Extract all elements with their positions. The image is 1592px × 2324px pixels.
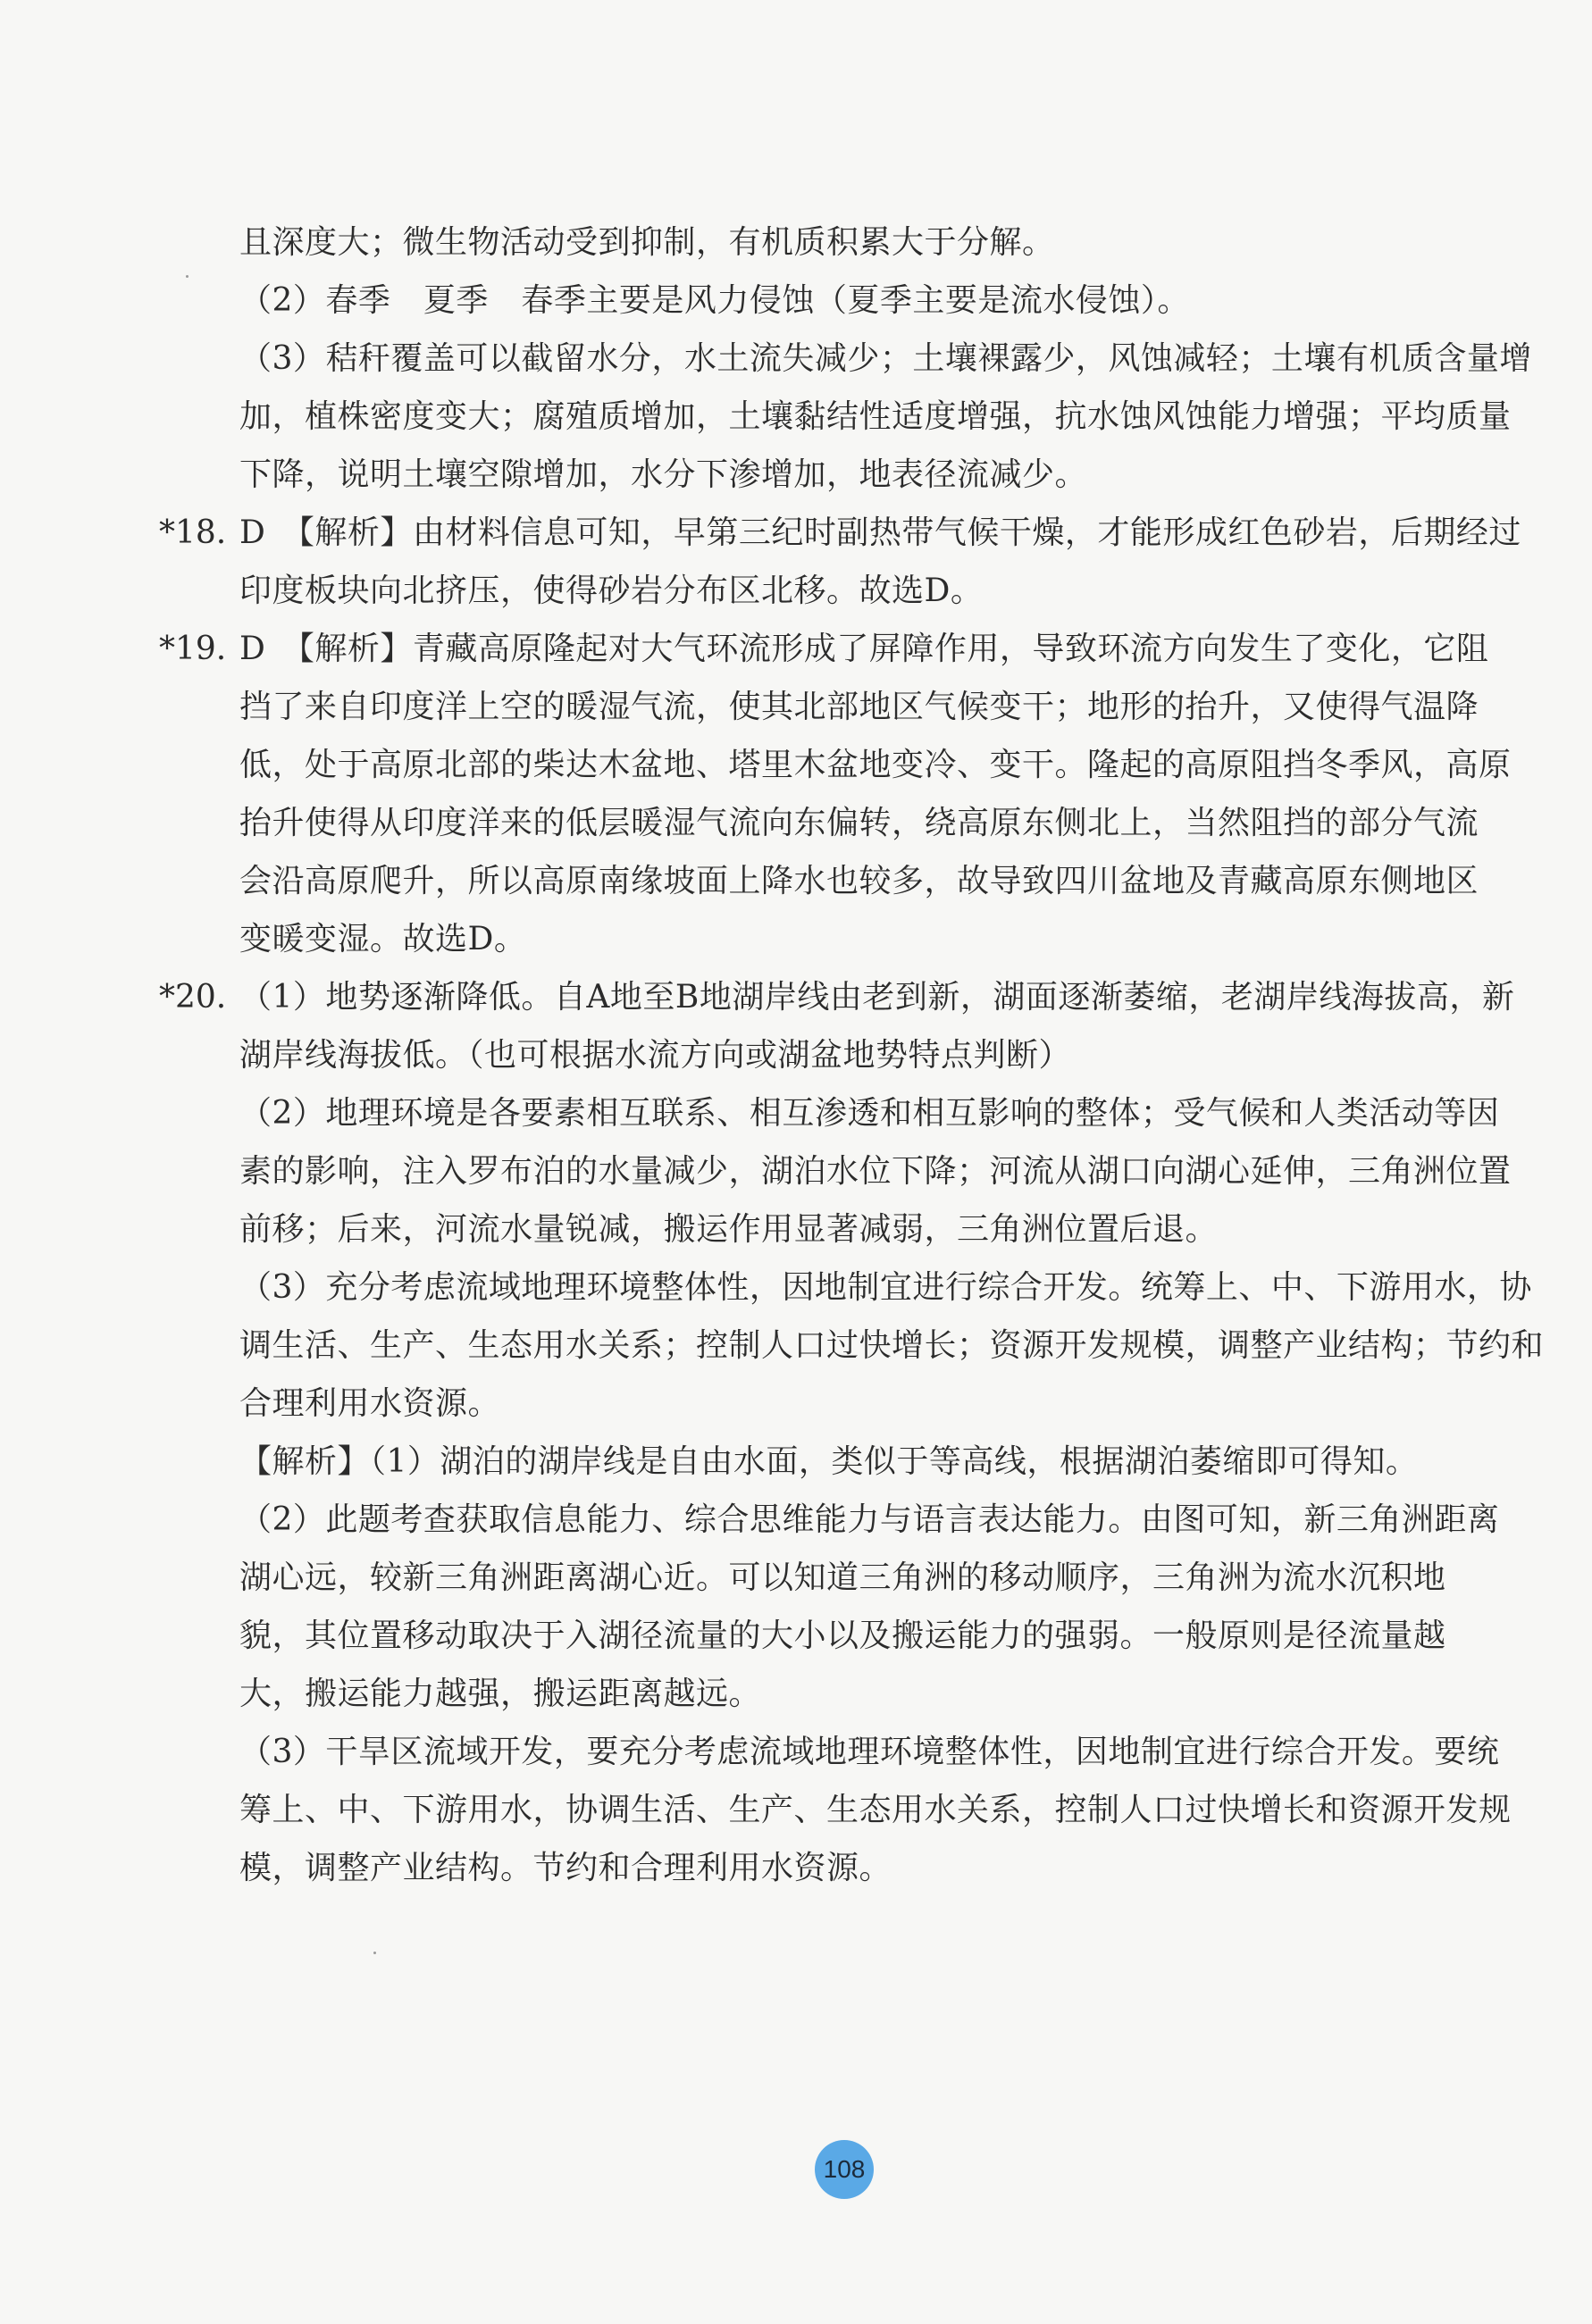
- text-line: 【解析】（1）湖泊的湖岸线是自由水面，类似于等高线，根据湖泊萎缩即可得知。: [239, 1443, 1419, 1480]
- text-line: 湖岸线海拔低。（也可根据水流方向或湖盆地势特点判断）: [239, 1037, 1072, 1074]
- text-line: 素的影响，注入罗布泊的水量减少，湖泊水位下降；河流从湖口向湖心延伸，三角洲位置: [239, 1153, 1512, 1190]
- stray-mark: [186, 275, 189, 278]
- question-number: *19.: [159, 631, 227, 667]
- text-line: （2）春季 夏季 春季主要是风力侵蚀（夏季主要是流水侵蚀）。: [239, 282, 1190, 319]
- text-line: D 【解析】由材料信息可知，早第三纪时副热带气候干燥，才能形成红色砂岩，后期经过: [239, 514, 1521, 551]
- text-line: D 【解析】青藏高原隆起对大气环流形成了屏障作用，导致环流方向发生了变化，它阻: [239, 631, 1489, 667]
- text-line: 前移；后来，河流水量锐减，搬运作用显著减弱，三角洲位置后退。: [239, 1211, 1219, 1248]
- question-number: *20.: [159, 979, 227, 1016]
- text-line: 筹上、中、下游用水，协调生活、生产、生态用水关系，控制人口过快增长和资源开发规: [239, 1792, 1512, 1828]
- stray-mark: [373, 1952, 376, 1954]
- text-line: 调生活、生产、生态用水关系；控制人口过快增长；资源开发规模，调整产业结构；节约和: [239, 1327, 1545, 1364]
- text-line: 模，调整产业结构。节约和合理利用水资源。: [239, 1850, 892, 1886]
- text-line: 下降，说明土壤空隙增加，水分下渗增加，地表径流减少。: [239, 456, 1088, 493]
- text-line: （3）秸秆覆盖可以截留水分，水土流失减少；土壤裸露少，风蚀减轻；土壤有机质含量增: [239, 340, 1532, 377]
- question-number: *18.: [159, 514, 227, 551]
- text-line: 貌，其位置移动取决于入湖径流量的大小以及搬运能力的强弱。一般原则是径流量越: [239, 1618, 1446, 1654]
- text-line: 印度板块向北挤压，使得砂岩分布区北移。故选D。: [239, 573, 984, 609]
- text-line: （3）充分考虑流域地理环境整体性，因地制宜进行综合开发。统筹上、中、下游用水，协: [239, 1269, 1532, 1306]
- page-number-badge: 108: [815, 2140, 874, 2199]
- text-line: （2）此题考查获取信息能力、综合思维能力与语言表达能力。由图可知，新三角洲距离: [239, 1501, 1500, 1538]
- text-line: 大，搬运能力越强，搬运距离越远。: [239, 1676, 762, 1712]
- text-line: 变暖变湿。故选D。: [239, 921, 527, 957]
- text-line: （2）地理环境是各要素相互联系、相互渗透和相互影响的整体；受气候和人类活动等因: [239, 1095, 1500, 1132]
- text-line: 合理利用水资源。: [239, 1385, 501, 1422]
- text-line: 湖心远，较新三角洲距离湖心近。可以知道三角洲的移动顺序，三角洲为流水沉积地: [239, 1559, 1446, 1596]
- text-line: （1）地势逐渐降低。自A地至B地湖岸线由老到新，湖面逐渐萎缩，老湖岸线海拔高，新: [239, 979, 1515, 1016]
- text-line: 抬升使得从印度洋来的低层暖湿气流向东偏转，绕高原东侧北上，当然阻挡的部分气流: [239, 805, 1479, 841]
- text-line: 低，处于高原北部的柴达木盆地、塔里木盆地变冷、变干。隆起的高原阻挡冬季风，高原: [239, 747, 1512, 783]
- text-line: 且深度大；微生物活动受到抑制，有机质积累大于分解。: [239, 224, 1055, 261]
- text-line: 加，植株密度变大；腐殖质增加，土壤黏结性适度增强，抗水蚀风蚀能力增强；平均质量: [239, 398, 1512, 435]
- text-line: 挡了来自印度洋上空的暖湿气流，使其北部地区气候变干；地形的抬升，又使得气温降: [239, 689, 1479, 725]
- text-line: 会沿高原爬升，所以高原南缘坡面上降水也较多，故导致四川盆地及青藏高原东侧地区: [239, 863, 1479, 899]
- text-line: （3）干旱区流域开发，要充分考虑流域地理环境整体性，因地制宜进行综合开发。要统: [239, 1734, 1500, 1770]
